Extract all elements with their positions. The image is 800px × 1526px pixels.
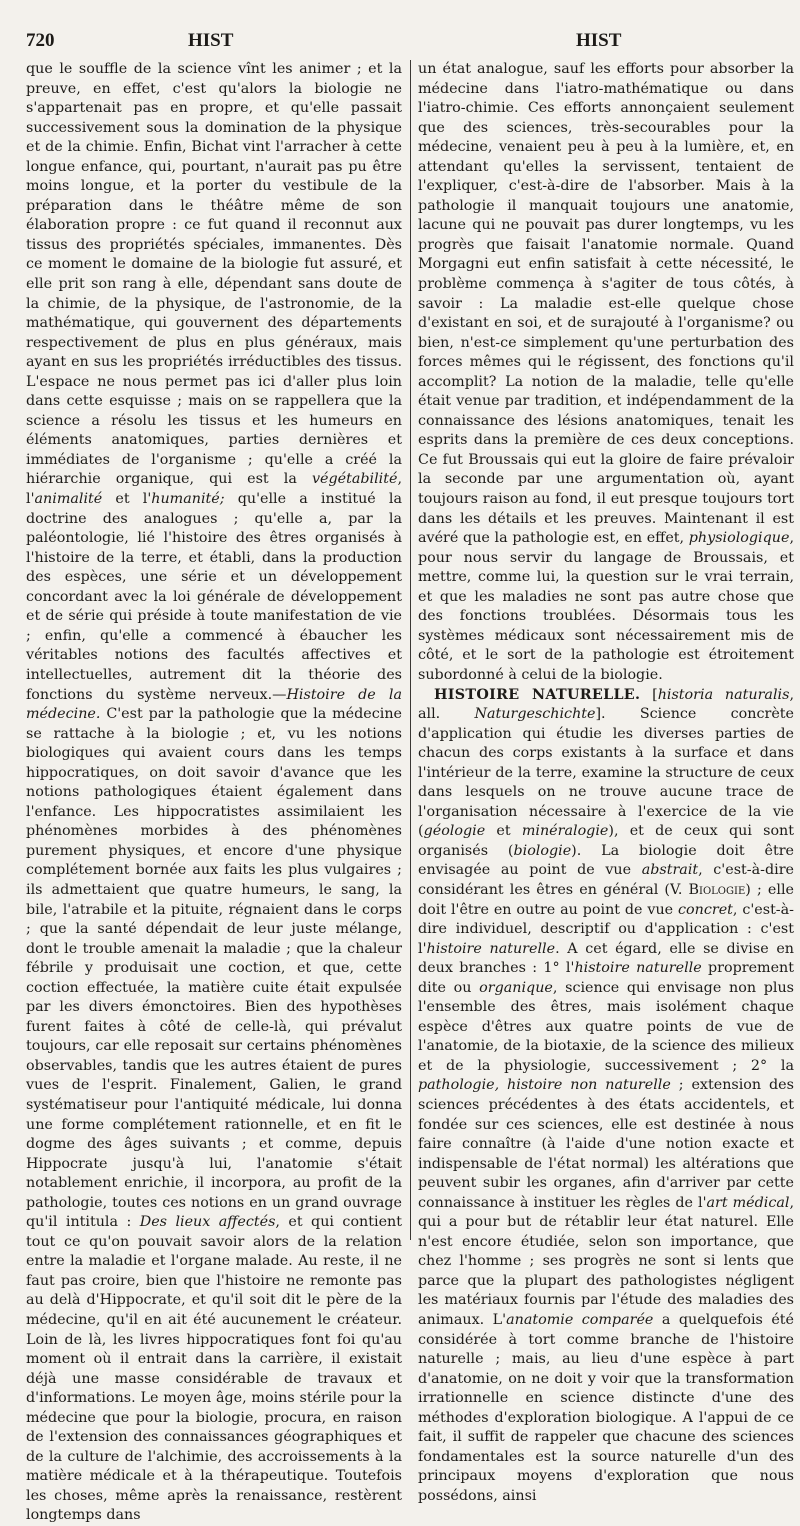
italic-term: animalité — [34, 491, 103, 508]
entry-headword: HISTOIRE NATURELLE. — [434, 686, 641, 703]
italic-title: Des lieux affectés — [139, 1214, 276, 1231]
running-header — [0, 30, 800, 56]
italic-subheading: Histoire de la médecine. — [26, 686, 402, 723]
page-number: 720 — [26, 30, 55, 51]
italic-term: végétabilité — [311, 471, 398, 488]
italic-term: physiologique — [688, 530, 790, 547]
left-running-head: HIST — [188, 30, 234, 51]
column-divider — [410, 60, 411, 1240]
right-running-head: HIST — [576, 30, 622, 51]
left-column — [26, 60, 402, 1526]
dictionary-entry: HISTOIRE NATURELLE. [historia naturalis, all. Naturgeschichte]. Science concrète d'application qui étudie les diverses parties de chacun des corps existants à la surface et dans l'intérieur de la terre, examine la structure de ceux dans lesquels on ne trouve aucune trace de l'organisation nécessaire à l'exercice de la vie (géologie et minéralogie), et de ceux qui sont organisés (biologie). La biologie doit être envisagée au point de vue abstrait, c'est-à-dire considérant les êtres en général (V. Biologie) ; elle doit l'être en outre au point de vue concret, c'est-à-dire individuel, descriptif ou d'application : c'est l'histoire naturelle. A cet égard, elle se divise en deux branches : 1° l'histoire naturelle proprement dite ou organique, science qui envisage non plus l'ensemble des êtres, mais isolément chaque espèce d'êtres aux quatre points de vue de l'anatomie, de la biotaxie, de la science des milieux et de la physiologie, successivement ; 2° la pathologie, histoire non naturelle ; extension des sciences précédentes à des états accidentels, et fondée sur ces sciences, elle est destinée à nous faire connaître (à l'aide d'une notion exacte et indispensable de l'état normal) les altérations que peuvent subir les organes, afin d'arriver par cette connaissance à instituer les règles de l'art médical, qui a pour but de rétablir leur état naturel. Elle n'est encore étudiée, selon son importance, que chez l'homme ; ses progrès ne sont si lents que parce que la plupart des pathologistes négligent les matériaux fournis par l'étude des maladies des animaux. L'anatomie comparée a quelquefois été considérée à tort comme branche de l'histoire naturelle ; mais, au lieu d'une espèce à part d'anatomie, on ne doit y voir que la transformation irrationnelle en science distincte d'une des méthodes d'exploration biologique. A l'appui de ce fait, il suffit de rappeler que chacune des sciences fondamentales est la source naturelle d'un des principaux moyens d'exploration que nous possédons, ainsi — [418, 686, 795, 1504]
right-column — [418, 60, 794, 1506]
cross-reference: Biologie — [688, 881, 746, 898]
italic-term: humanité; — [151, 491, 225, 508]
paragraph: que le souffle de la science vînt les animer ; et la preuve, en effet, c'est qu'alors la biologie ne s'appartenait pas en propre, et qu'elle passait successivement sous la domination de la physique et de la chimie. Enfin, Bichat vint l'arracher à cette longue enfance, qui, pourtant, n'aurait pas pu être moins longue, et la porter du vestibule de la préparation dans le théâtre même de son élaboration propre : ce fut quand il reconnut aux tissus des propriétés spéciales, immanentes. Dès ce moment le domaine de la biologie fut assuré, et elle prit son rang à elle, dépendant sans doute de la chimie, de la physique, de l'astronomie, de la mathématique, qui gouvernent des départements respectivement de plus en plus généraux, mais ayant en sus les propriétés irréductibles des tissus. L'espace ne nous permet pas ici d'aller plus loin dans cette esquisse ; mais on se rappellera que la science a résolu les tissus et les humeurs en éléments anatomiques, parties dernières et immédiates de l'organisme ; qu'elle a créé la hiérarchie organique, qui est la végétabilité, l'animalité et l'humanité; qu'elle a institué la doctrine des analogues ; qu'elle a, par la paléontologie, lié l'histoire des êtres organisés à l'histoire de la terre, et établi, dans la production des espèces, une série et un développement concordant avec la loi générale de développement et de série qui préside à toute manifestation de vie ; enfin, qu'elle a commencé à ébaucher les véritables notions des facultés affectives et intellectuelles, autrement dit la théorie des fonctions du système nerveux.—Histoire de la médecine. C'est par la pathologie que la médecine se rattache à la biologie ; et, vu les notions biologiques qui avaient cours dans les temps hippocratiques, on doit savoir d'avance que les notions pathologiques étaient également dans l'enfance. Les hippocratistes assimilaient les phénomènes morbides à des phénomènes purement physiques, et encore d'une physique complétement bornée aux faits les plus vulgaires ; ils admettaient que quatre humeurs, le sang, la bile, l'atrabile et la pituite, régnaient dans le corps ; que la santé dépendait de leur juste mélange, dont le trouble amenait la maladie ; que la chaleur fébrile y produisait une coction, et que, cette coction effectuée, la matière cuite était expulsée par les divers émonctoires. Bien des hypothèses furent faites à côté de celle-là, qui prévalut toujours, car elle reposait sur certains phénomènes observables, tandis que les autres étaient de pures vues de l'esprit. Finalement, Galien, le grand systématiseur pour l'antiquité médicale, lui donna une forme complétement rationnelle, et en fit le dogme des âges suivants ; et comme, depuis Hippocrate jusqu'à lui, l'anatomie s'était notablement enrichie, il incorpora, au profit de la pathologie, toutes ces notions en un grand ouvrage qu'il intitula : Des lieux affectés, et qui contient tout ce qu'on pouvait savoir alors de la relation entre la maladie et l'organe malade. Au reste, il ne faut pas croire, bien que l'histoire ne remonte pas au delà d'Hippocrate, et qu'il soit dit le père de la médecine, qu'il en ait été aucunement le créateur. Loin de là, les livres hippocratiques font foi qu'au moment où il entrait dans la carrière, il existait déjà une masse considérable de travaux et d'informations. Le moyen âge, moins stérile pour la médecine que pour la biologie, procura, en raison de l'extension des connaissances géographiques et de la culture de l'alchimie, des accroissements à la matière médicale et à la thérapeutique. Toutefois les choses, même après la renaissance, restèrent longtemps dans — [26, 61, 402, 1524]
paragraph: un état analogue, sauf les efforts pour absorber la médecine dans l'iatro-mathématique ou dans l'iatro-chimie. Ces efforts annonçaient seulement que des sciences, très-secourables pour la médecine, venaient peu à peu à la lumière, et, en attendant qu'elles la servissent, tentaient de l'expliquer, c'est-à-dire de l'absorber. Mais à la pathologie il manquait toujours une anatomie, lacune qui ne pouvait pas durer longtemps, vu les progrès que faisait l'anatomie normale. Quand Morgagni eut enfin satisfait à cette nécessité, le problème commença à s'agiter de tous côtés, à savoir : La maladie est-elle quelque chose d'existant en soi, et de surajouté à l'organisme? ou bien, n'est-ce simplement qu'une perturbation des forces mêmes qui le régissent, des fonctions qu'il accomplit? La notion de la maladie, telle qu'elle était venue par tradition, et indépendamment de la connaissance des lésions anatomiques, tenait les esprits dans la première de ces deux conceptions. Ce fut Broussais qui eut la gloire de faire prévaloir la seconde par une argumentation où, ayant toujours raison au fond, il eut presque toujours tort dans les détails et les preuves. Maintenant il est avéré que la pathologie est, en effet, physiologique, pour nous servir du langage de Broussais, et mettre, comme lui, la question sur le vrai terrain, et que les maladies ne sont pas autre chose que des fonctions troublées. Désormais tous les systèmes médicaux sont nécessairement mis de côté, et le sort de la pathologie est étroitement subordonné à celui de la biologie. — [418, 61, 794, 683]
